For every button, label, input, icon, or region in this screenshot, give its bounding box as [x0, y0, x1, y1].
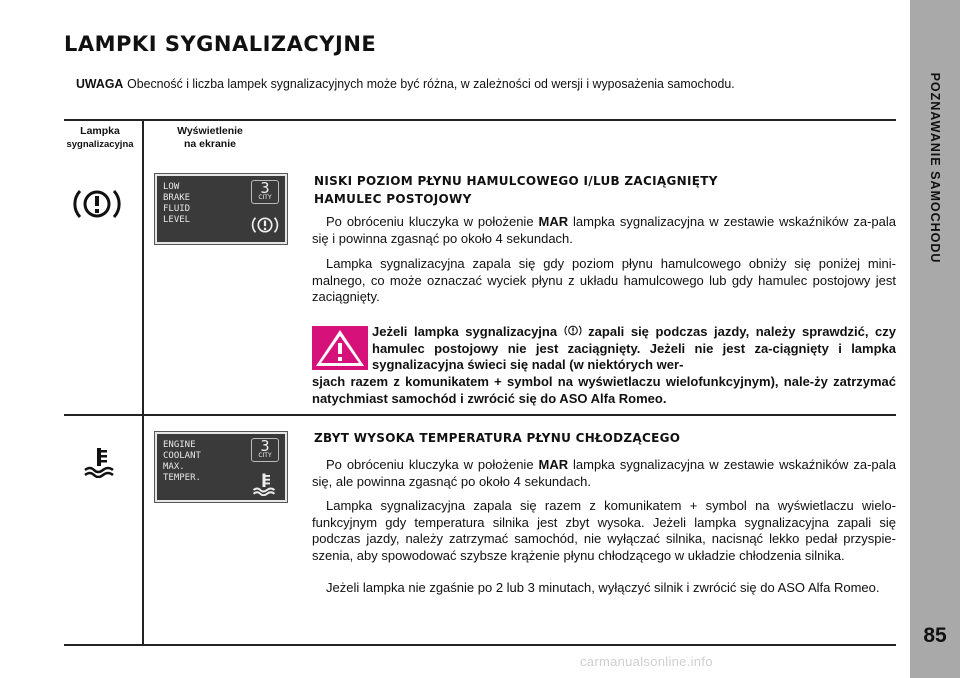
display-brake-fluid [155, 174, 287, 244]
text: lampka sygnalizacyjna w zestawie wskaźników za-pala się, ale powinna zgasnąć po około 4 sekundach. [312, 457, 896, 489]
column-header-display [170, 125, 250, 151]
table-bottom-rule [64, 644, 896, 646]
brake-warning-icon [251, 214, 279, 236]
brake-paragraph-1 [312, 214, 896, 247]
table-column-rule [142, 119, 144, 646]
gear-indicator [251, 438, 279, 462]
page-number: 85 [923, 624, 947, 647]
column-header-display-line2: na ekranie [184, 138, 236, 150]
column-header-lamp [60, 125, 140, 151]
display-line: BRAKE [163, 193, 191, 203]
key-position: MAR [538, 214, 569, 229]
column-header-lamp-line1: Lampka [80, 125, 120, 137]
display-line: MAX. [163, 462, 185, 472]
section-title-coolant: ZBYT WYSOKA TEMPERATURA PŁYNU CHŁODZĄCEGO [314, 431, 681, 445]
note-text: Obecność i liczba lampek sygnalizacyjnych może być różna, w zależności od wersji i wyposażenia samochodu. [127, 76, 735, 91]
coolant-paragraph-2: Lampka sygnalizacyjna zapala się razem z komunikatem + symbol na wyświetlaczu wielo-funkcyjnym gdy temperatura silnika jest zbyt wysoka. Jeżeli lampka sygnalizacyjna zapali się podczas jazdy, należy zatrzymać samochód, nie wyłączać silnika, nacisnąć lekko pedał przyspie-szenia, aby spowodować szybsze krążenie płynu chłodzącego w układzie chłodzenia silnika. [312, 498, 896, 563]
text: lampka sygnalizacyjna w zestawie wskaźników za-pala się i powinna zgasnąć po około 4 sekundach. [312, 214, 896, 246]
brake-warning-icon [564, 324, 582, 337]
display-line: ENGINE [163, 440, 196, 450]
section-label: POZNAWANIE SAMOCHODU [928, 72, 942, 264]
note [76, 76, 735, 91]
column-header-display-line1: Wyświetlenie [177, 125, 243, 137]
note-label: UWAGA [76, 76, 124, 91]
coolant-temperature-icon [82, 446, 116, 478]
display-line: LOW [163, 182, 180, 192]
warning-triangle-icon [312, 326, 368, 370]
text: Po obróceniu kluczyka w położenie [326, 457, 539, 472]
table-row-rule [64, 414, 896, 416]
coolant-paragraph-3: Jeżeli lampka nie zgaśnie po 2 lub 3 minutach, wyłączyć silnik i zwrócić się do ASO Alfa Romeo. [326, 580, 880, 595]
table-top-rule [64, 119, 896, 121]
display-line: FLUID [163, 204, 191, 214]
page-title: LAMPKI SYGNALIZACYJNE [64, 32, 377, 56]
brake-warning-icon [72, 186, 122, 222]
text: Jeżeli lampka sygnalizacyjna [372, 324, 564, 339]
watermark: carmanualsonline.info [580, 654, 713, 669]
display-line: TEMPER. [163, 473, 201, 483]
section-title-line: HAMULEC POSTOJOWY [314, 192, 472, 206]
text: zapali się podczas jazdy, należy sprawdzić, czy hamulec postojowy nie jest zaciągnięty. Jeżeli nie jest za-ciągnięty i lampka sygnalizacyjna świeci się nadal (w niektórych wer- [372, 324, 896, 372]
gear-number: 3 [260, 179, 270, 197]
text: Po obróceniu kluczyka w położenie [326, 214, 539, 229]
section-title-brake [314, 172, 718, 208]
coolant-temperature-icon [251, 472, 277, 496]
display-line: LEVEL [163, 215, 191, 225]
display-message [163, 440, 201, 484]
section-title-line: NISKI POZIOM PŁYNU HAMULCOWEGO I/LUB ZACIĄGNIĘTY [314, 174, 718, 188]
column-header-lamp-line2: sygnalizacyjna [66, 139, 134, 150]
coolant-paragraph-1 [312, 457, 896, 490]
brake-warning-text-continued: sjach razem z komunikatem + symbol na wyświetlaczu wielofunkcyjnym), nale-ży zatrzymać natychmiast samochód i zwrócić się do ASO Alfa Romeo. [312, 374, 896, 406]
brake-paragraph-2: Lampka sygnalizacyjna zapala się gdy poziom płynu hamulcowego obniży się poniżej mini-malnego, co może oznaczać wyciek płynu z układu hamulcowego lub gdy hamulec postojowy jest zaciągnięty. [312, 256, 896, 304]
mode-label: CITY [258, 452, 272, 459]
mode-label: CITY [258, 194, 272, 201]
display-message [163, 182, 190, 226]
brake-warning-text [372, 324, 896, 374]
gear-indicator [251, 180, 279, 204]
display-coolant-temperature [155, 432, 287, 502]
display-line: COOLANT [163, 451, 201, 461]
key-position: MAR [538, 457, 569, 472]
gear-number: 3 [260, 437, 270, 455]
